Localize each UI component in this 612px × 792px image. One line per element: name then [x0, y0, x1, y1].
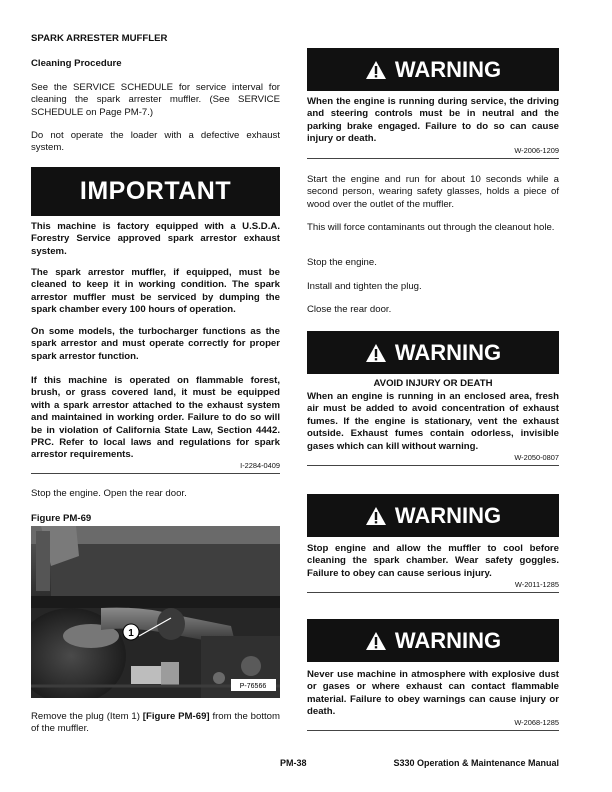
install-plug-paragraph: Install and tighten the plug. — [307, 281, 422, 292]
warning-label-1: WARNING — [394, 56, 502, 82]
figure-reference: [Figure PM-69] — [142, 711, 210, 722]
sub-title: Cleaning Procedure — [31, 58, 122, 69]
warning-2-code: W-2050-0807 — [514, 453, 559, 462]
warning-banner-2 — [307, 331, 559, 374]
warning-1-code: W-2006-1209 — [514, 146, 559, 155]
important-paragraph-3: On some models, the turbocharger functions as the spark arrestor and must operate correctly for proper spark arrestor function. — [31, 326, 280, 362]
service-schedule-paragraph: See the SERVICE SCHEDULE for service interval for cleaning the spark arrester muffler. (See SERVICE SCHEDULE on Page PM-7.) — [31, 82, 280, 118]
warning-triangle-icon — [365, 506, 387, 526]
warning-4-text: Never use machine in atmosphere with explosive dust or gases or where exhaust can contact flammable material. Failure to obey warnings can cause injury or death. — [307, 669, 559, 718]
important-banner — [31, 167, 280, 216]
figure-label: Figure PM-69 — [31, 513, 92, 524]
stop-engine-open-door: Stop the engine. Open the rear door. — [31, 488, 187, 499]
close-door-paragraph: Close the rear door. — [307, 304, 392, 315]
important-paragraph-1: This machine is factory equipped with a U.S.D.A. Forestry Service approved spark arrestor exhaust system. — [31, 221, 280, 257]
warning-triangle-icon — [365, 343, 387, 363]
start-engine-paragraph: Start the engine and run for about 10 seconds while a second person, wearing safety glasses, holds a piece of wood over the outlet of the muffler. — [307, 174, 559, 210]
warning-4-code: W-2068-1285 — [514, 718, 559, 727]
stop-engine-paragraph: Stop the engine. — [307, 257, 377, 268]
warning-label-4: WARNING — [394, 627, 502, 653]
important-paragraph-4: If this machine is operated on flammable forest, brush, or grass covered land, it must be equipped with a spark arrestor attached to the exhaust system and maintained in working order. Failure to do so will be in violation of California State Law, Section 4442. PRC. Refer to local laws and regulations for spark arrestor requirements. — [31, 375, 280, 461]
warning-triangle-icon — [365, 631, 387, 651]
warning-1-divider — [307, 158, 559, 159]
warning-1-text: When the engine is running during service, the driving and steering controls must be in neutral and the parking brake engaged. Failure to do so can cause injury or death. — [307, 96, 559, 145]
page-number: PM-38 — [280, 758, 307, 768]
warning-banner-4 — [307, 619, 559, 662]
muffler-photo — [31, 526, 280, 698]
warning-3-divider — [307, 592, 559, 593]
warning-3-code: W-2011-1285 — [514, 580, 559, 589]
warning-banner-3 — [307, 494, 559, 537]
important-divider — [31, 473, 280, 474]
manual-title: S330 Operation & Maintenance Manual — [393, 758, 559, 768]
callout-number: 1 — [128, 628, 134, 639]
section-title: SPARK ARRESTER MUFFLER — [31, 33, 168, 44]
remove-plug-paragraph — [31, 711, 280, 736]
warning-3-text: Stop engine and allow the muffler to cool before cleaning the spark chamber. Wear safety goggles. Failure to obey can cause serious injury. — [307, 543, 559, 579]
warning-2-heading: AVOID INJURY OR DEATH — [373, 378, 493, 389]
muffler-photo-drawing — [31, 526, 280, 698]
warning-4-divider — [307, 730, 559, 731]
photo-code: P-76566 — [239, 683, 267, 690]
warning-2-divider — [307, 465, 559, 466]
important-code: I-2284-0409 — [240, 461, 280, 470]
warning-triangle-icon — [365, 60, 387, 80]
important-paragraph-2: The spark arrestor muffler, if equipped, must be cleaned to keep it in working condition. The spark arrestor muffler must be serviced by dumping the spark chamber every 100 hours of operation. — [31, 267, 280, 316]
warning-label-3: WARNING — [394, 502, 502, 528]
remove-plug-text-a: Remove the plug (Item 1) — [31, 711, 143, 722]
warning-label-2: WARNING — [394, 339, 502, 365]
important-label: IMPORTANT — [79, 177, 232, 205]
defective-exhaust-paragraph: Do not operate the loader with a defective exhaust system. — [31, 130, 280, 154]
warning-banner-1 — [307, 48, 559, 91]
warning-2-text: When an engine is running in an enclosed area, fresh air must be added to avoid concentration of exhaust fumes. If the engine is stationary, vent the exhaust outside. Exhaust fumes contain odorless, invisible gases which can kill without warning. — [307, 391, 559, 452]
contaminants-paragraph: This will force contaminants out through the cleanout hole. — [307, 222, 555, 233]
remove-plug-text-c: from the bottom of the muffler. — [31, 711, 280, 735]
